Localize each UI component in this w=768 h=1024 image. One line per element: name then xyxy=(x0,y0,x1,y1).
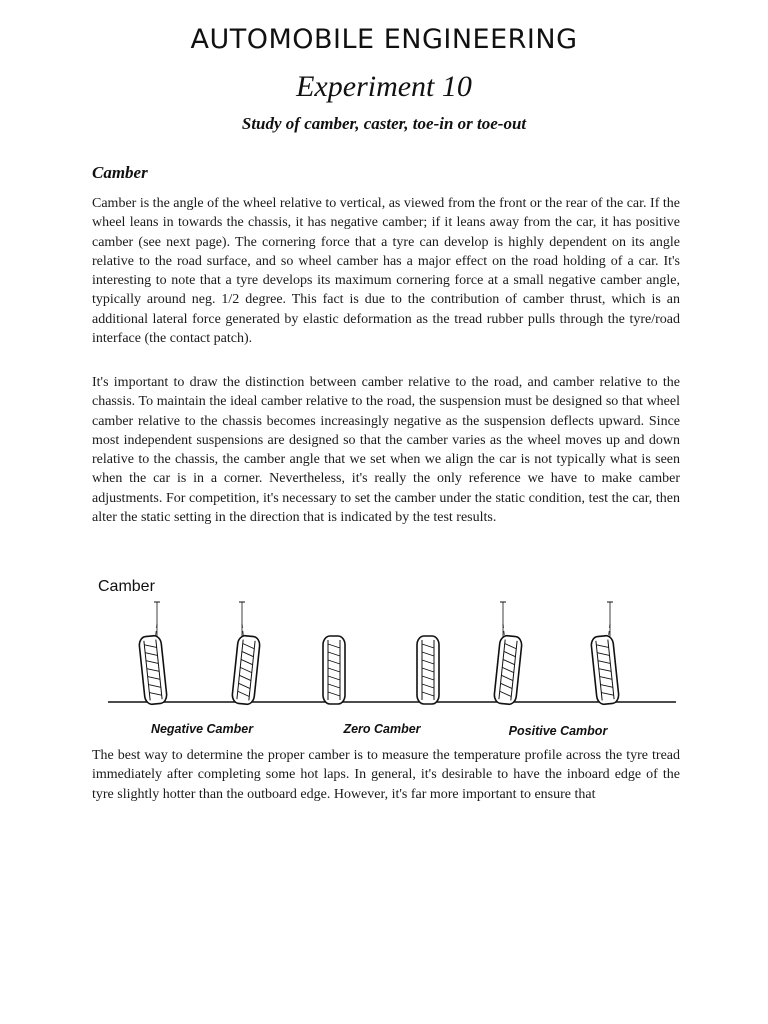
body-paragraph: It's important to draw the distinction between camber relative to the road, and camber relative to the chassis. To maintain the ideal camber relative to the road, the suspension must be designed so that wheel camber relative to the chassis becomes increasingly negative as the suspension deflects upward. Since most independent suspensions are designed so that the camber varies as the wheel moves up and down relative to the chassis, the camber angle that we set when we align the car is not typically what is seen when the car is in a corner. Nevertheless, it's really the only reference we have to make camber adjustments. For competition, it's necessary to set the camber under the static condition, test the car, then alter the static setting in the direction that is indicated by the test results. xyxy=(92,375,680,526)
camber-figure xyxy=(92,574,680,740)
positive-camber-right-tyre xyxy=(591,602,620,705)
body-paragraph: Camber is the angle of the wheel relative to vertical, as viewed from the front or the rear of the car. If the wheel leans in towards the chassis, it has negative camber; if it leans away from the car, it has positive camber (see next page). The cornering force that a tyre can develop is highly dependent on its angle relative to the road surface, and so wheel camber has a major effect on the road holding of a car. It's interesting to note that a tyre develops its maximum cornering force at a small negative camber angle, typically around neg. 1/2 degree. This fact is due to the contribution of camber thrust, which is an additional lateral force generated by elastic deformation as the tread rubber pulls through the tyre/road interface (the contact patch). xyxy=(92,196,680,347)
positive-camber-left-tyre xyxy=(494,602,523,705)
zero-camber-right-tyre xyxy=(417,636,439,704)
caption-negative-camber: Negative Camber xyxy=(150,722,254,736)
negative-camber-right-tyre xyxy=(232,602,261,705)
caption-positive-camber: Positive Cambor xyxy=(508,724,608,738)
experiment-number: Experiment 10 xyxy=(296,70,472,103)
negative-camber-left-tyre xyxy=(139,602,168,705)
body-paragraph: The best way to determine the proper camber is to measure the temperature profile across the tyre tread immediately after completing some hot laps. In general, it's desirable to have the inboard edge of the tyre slightly hotter than the outboard edge. However, it's far more important to ensure that xyxy=(92,748,680,802)
document-title: AUTOMOBILE ENGINEERING xyxy=(190,24,578,55)
experiment-topic: Study of camber, caster, toe-in or toe-out xyxy=(241,114,527,133)
figure-title: Camber xyxy=(98,578,155,595)
section-heading: Camber xyxy=(92,163,148,182)
zero-camber-left-tyre xyxy=(323,636,345,704)
caption-zero-camber: Zero Camber xyxy=(343,722,421,736)
